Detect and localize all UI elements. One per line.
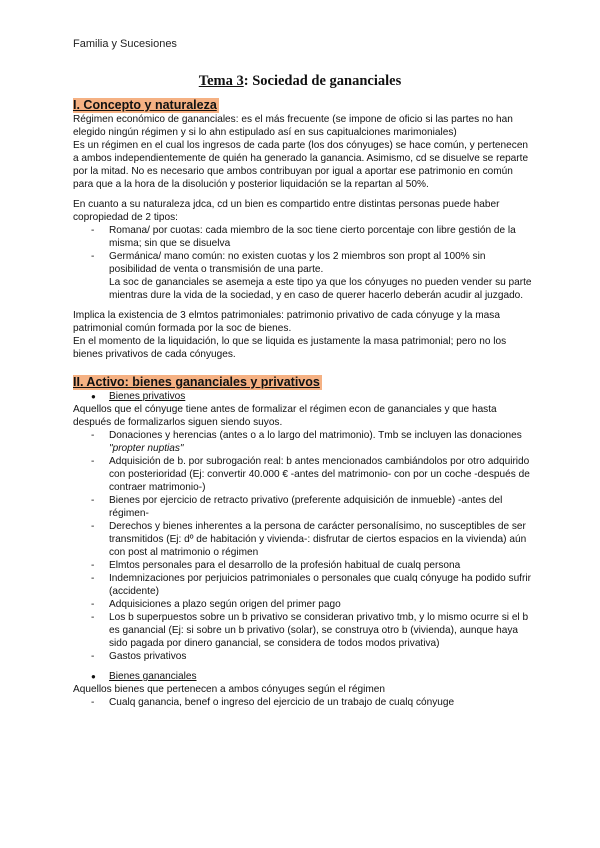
list-item: - Bienes por ejercicio de retracto privativo (preferente adquisición de inmueble) -antes del régimen-	[109, 494, 533, 520]
list-item: - Cualq ganancia, benef o ingreso del ejercicio de un trabajo de cualq cónyuge	[109, 696, 533, 709]
section-heading-2: II. Activo: bienes gananciales y privativos	[73, 375, 320, 389]
types-note: La soc de gananciales se asemeja a este tipo ya que los cónyuges no pueden vender su parte mientras dure la vida de la sociedad, y en caso de querer hacerlo deberán acudir al juzgado.	[109, 277, 532, 301]
page-title	[0, 73, 600, 90]
paragraph: Aquellos que el cónyuge tiene antes de formalizar el régimen econ de gananciales y que hasta después de formalizarlos siguen siendo suyos.	[73, 404, 497, 428]
list-item: - Los b superpuestos sobre un b privativo se consideran privativo tmb, y lo mismo ocurre si el b es ganancial (Ej: si sobre un b privativo (solar), se construya otro b (vivienda), aunque haya sido pagada por dinero ganancial, se considera de todos modos privativa)	[109, 611, 533, 650]
list-item: - Donaciones y herencias (antes o a lo largo del matrimonio). Tmb se incluyen las donaciones "propter nuptias"	[109, 429, 533, 455]
list-item: - Germánica/ mano común: no existen cuotas y los 2 miembros son propt al 100% sin posibilidad de venta o transmisión de una parte. La soc de gananciales se asemeja a este tipo ya que los cónyuges no pueden vender su parte mientras dure la vida de la sociedad, y en caso de querer hacerlo deberán acudir al juzgado.	[109, 250, 533, 302]
section-heading-1: I. Concepto y naturaleza	[73, 98, 217, 112]
privativos-list	[73, 429, 533, 663]
list-item: - Gastos privativos	[109, 650, 533, 663]
paragraph: En el momento de la liquidación, lo que se liquida es justamente la masa patrimonial; pero no los bienes privativos de cada cónyuges.	[73, 336, 507, 360]
paragraph: Régimen económico de gananciales: es el más frecuente (se impone de oficio si las partes no han elegido ningún régimen y si lo ahn estipulado así en sus capitualciones marimoniales)	[73, 114, 513, 138]
paragraph: Implica la existencia de 3 elmtos patrimoniales: patrimonio privativo de cada cónyuge y la masa patrimonial común formada por la soc de bienes.	[73, 310, 500, 334]
list-item: - Adquisiciones a plazo según origen del primer pago	[109, 598, 533, 611]
subheading-privativos: ● Bienes privativos	[73, 390, 533, 403]
title-prefix: Tema 3	[198, 73, 244, 89]
copropiedad-types-list	[73, 224, 533, 302]
page-header: Familia y Sucesiones	[73, 38, 177, 50]
list-item: - Adquisición de b. por subrogación real: b antes mencionados cambiándolos por otro adquirido con posterioridad (Ej: convertir 40.000 € -antes del matrimonio- con por un coche -después de contraer matrimonio-)	[109, 455, 533, 494]
title-rest: : Sociedad de gananciales	[243, 73, 402, 89]
paragraph: Es un régimen en el cual los ingresos de cada parte (los dos cónyuges) se hace común, y pertenecen a ambos independientemente de quién ha generado la ganancia. Asimismo, cd se disuelve se reparte por la mitad. No es necesario que ambos contribuyan por igual a aportar ese patrimonio en común para que a la hora de la disolución y posterior liquidación se la repartan al 50%.	[73, 140, 529, 190]
paragraph: En cuanto a su naturaleza jdca, cd un bien es compartido entre distintas personas puede haber copropiedad de 2 tipos:	[73, 199, 500, 223]
gananciales-list	[73, 696, 533, 709]
subheading-gananciales: ● Bienes gananciales	[73, 670, 533, 683]
list-item: - Indemnizaciones por perjuicios patrimoniales o personales que cualq cónyuge ha podido sufrir (accidente)	[109, 572, 533, 598]
list-item: - Romana/ por cuotas: cada miembro de la soc tiene cierto porcentaje con libre gestión de la misma; sin que se disuelva	[109, 224, 533, 250]
list-item: - Derechos y bienes inherentes a la persona de carácter personalísimo, no susceptibles de ser transmitidos (Ej: dº de habitación y vivienda-: disfrutar de ciertos espacios en la vivienda) aún con post al matrimonio o régimen	[109, 520, 533, 559]
list-item: - Elmtos personales para el desarrollo de la profesión habitual de cualq persona	[109, 559, 533, 572]
paragraph: Aquellos bienes que pertenecen a ambos cónyuges según el régimen	[73, 684, 385, 695]
document-body	[73, 98, 533, 709]
